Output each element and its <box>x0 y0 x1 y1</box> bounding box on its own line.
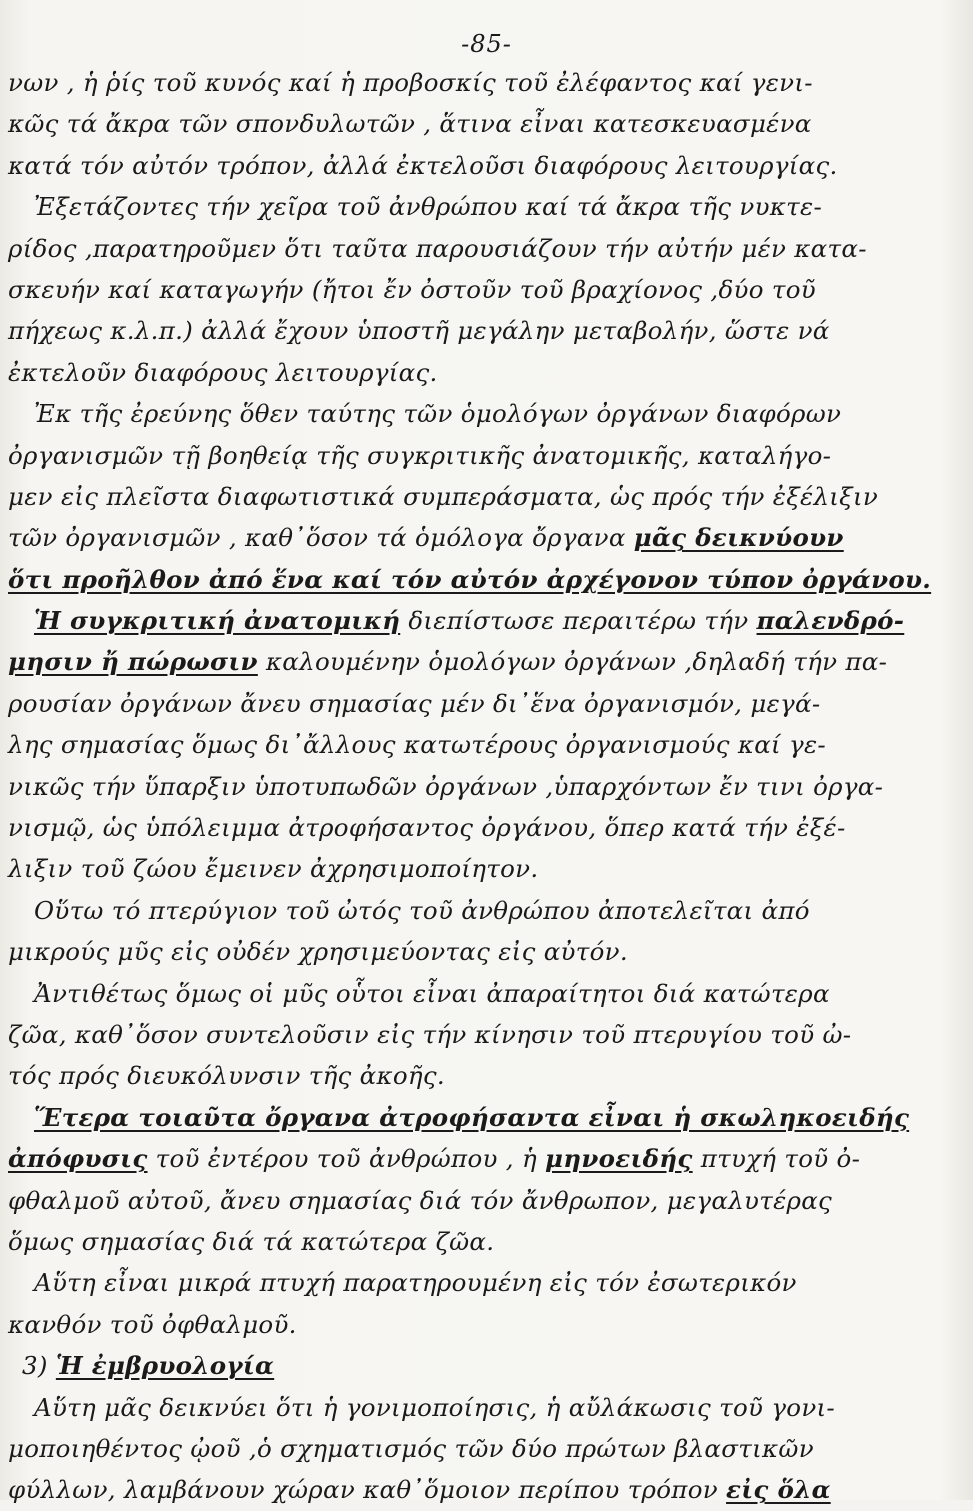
underlined-phrase: Ἡ συγκριτική ἀνατομική <box>34 606 401 636</box>
text-line <box>8 269 868 310</box>
text-line <box>8 103 868 144</box>
underlined-phrase: εἰς ὅλα <box>726 1475 831 1505</box>
text-line <box>8 476 879 517</box>
text-line <box>8 352 868 393</box>
text-run: νισμῷ, ὡς ὑπόλειμμα ἀτροφήσαντος ὀργάνου, ὅπερ κατά τήν ἐξέ- <box>8 813 846 843</box>
text-line <box>8 683 868 724</box>
page-number: -85- <box>461 30 512 58</box>
text-run: Αὕτη μᾶς δεικνύει ὅτι ἡ γονιμοποίησις, ἡ αὔλάκωσις τοῦ γονι- <box>34 1392 835 1422</box>
text-line <box>8 435 868 476</box>
text-run: φύλλων, λαμβάνουν χώραν καθ᾽ὅμοιον περίπου τρόπον <box>8 1475 727 1505</box>
text-line <box>8 1469 868 1510</box>
text-run: μικρούς μῦς εἰς οὐδέν χρησιμεύοντας εἰς αὐτόν. <box>8 937 628 967</box>
underlined-phrase: Ἡ ἐμβρυολογία <box>55 1351 275 1381</box>
text-line <box>8 766 884 807</box>
text-run: κῶς τά ἄκρα τῶν σπονδυλωτῶν , ἅτινα εἶναι κατεσκευασμένα <box>8 109 812 139</box>
text-line <box>8 1138 868 1179</box>
text-line <box>8 1428 868 1469</box>
text-line <box>8 1014 868 1055</box>
text-run: λιξιν τοῦ ζώου ἔμεινεν ἀχρησιμοποίητον. <box>8 854 539 884</box>
text-line <box>8 1304 868 1345</box>
text-run: ὀργανισμῶν τῇ βοηθείᾳ τῆς συγκριτικῆς ἀνατομικῆς, καταλήγο- <box>8 440 832 470</box>
text-run: καλουμένην ὁμολόγων ὀργάνων ,δηλαδή τήν πα- <box>257 647 888 677</box>
text-run: ρουσίαν ὀργάνων ἄνευ σημασίας μέν δι᾽ἕνα ὀργανισμόν, μεγά- <box>8 688 821 718</box>
text-run: ὅμως σημασίας διά τά κατώτερα ζῶα. <box>8 1226 495 1256</box>
text-line <box>8 973 868 1014</box>
text-run: νικῶς τήν ὕπαρξιν ὑποτυπωδῶν ὀργάνων ,ὑπαρχόντων ἔν τινι ὀργα- <box>8 771 884 801</box>
text-run: κατά τόν αὐτόν τρόπον, ἀλλά ἐκτελοῦσι διαφόρους λειτουργίας. <box>8 150 838 180</box>
text-line <box>8 517 868 558</box>
text-run: 3) <box>22 1351 56 1381</box>
text-run: πήχεως κ.λ.π.) ἀλλά ἔχουν ὑποστῆ μεγάλην μεταβολήν, ὥστε νά <box>8 316 830 346</box>
underlined-phrase: μηνοειδής <box>545 1144 693 1174</box>
underlined-phrase: μησιν ἤ πώρωσιν <box>8 647 258 677</box>
underlined-phrase: παλενδρό- <box>756 606 905 636</box>
text-run: ζῶα, καθ᾽ὅσον συντελοῦσιν εἰς τήν κίνησιν τοῦ πτερυγίου τοῦ ὠ- <box>8 1019 852 1049</box>
text-run: ρίδος ,παρατηροῦμεν ὅτι ταῦτα παρουσιάζουν τήν αὐτήν μέν κατα- <box>8 233 867 263</box>
text-line <box>8 186 868 227</box>
body-text <box>8 62 932 1511</box>
text-line <box>8 1097 910 1138</box>
text-run: τῶν ὀργανισμῶν , καθ᾽ὅσον τά ὁμόλογα ὄργανα <box>8 523 634 553</box>
text-line <box>8 931 868 972</box>
text-run: μεν εἰς πλεῖστα διαφωτιστικά συμπεράσματα, ὡς πρός τήν ἐξέλιξιν <box>8 481 879 511</box>
underlined-phrase: Ἕτερα τοιαῦτα ὄργανα ἀτροφήσαντα εἶναι ἡ σκωληκοειδής <box>34 1102 910 1132</box>
text-line <box>8 600 905 641</box>
text-line <box>8 1055 868 1096</box>
text-run: κανθόν τοῦ ὀφθαλμοῦ. <box>8 1309 297 1339</box>
text-line <box>8 310 868 351</box>
text-line <box>8 848 868 889</box>
text-line <box>8 890 868 931</box>
text-line <box>8 393 868 434</box>
text-line <box>8 1180 868 1221</box>
text-line <box>8 1262 868 1303</box>
text-run: Οὕτω τό πτερύγιον τοῦ ὠτός τοῦ ἀνθρώπου ἀποτελεῖται ἀπό <box>34 895 810 925</box>
text-run: διεπίστωσε περαιτέρω τήν <box>400 606 757 636</box>
text-line <box>8 1221 868 1262</box>
text-run: Ἐξετάζοντες τήν χεῖρα τοῦ ἀνθρώπου καί τά ἄκρα τῆς νυκτε- <box>34 192 823 222</box>
text-line <box>8 1387 868 1428</box>
text-run: λης σημασίας ὅμως δι᾽ἄλλους κατωτέρους ὀργανισμούς καί γε- <box>8 730 827 760</box>
text-line <box>8 807 868 848</box>
underlined-phrase: ὅτι προῆλθον ἀπό ἕνα καί τόν αὐτόν ἀρχέγονον τύπον ὀργάνου. <box>8 564 932 594</box>
text-run: τός πρός διευκόλυνσιν τῆς ἀκοῆς. <box>8 1061 446 1091</box>
text-line <box>8 145 868 186</box>
text-run: Ἀντιθέτως ὅμως οἱ μῦς οὗτοι εἶναι ἀπαραίτητοι διά κατώτερα <box>34 978 830 1008</box>
text-run: φθαλμοῦ αὐτοῦ, ἄνευ σημασίας διά τόν ἄνθρωπον, μεγαλυτέρας <box>8 1185 833 1215</box>
text-line <box>8 228 868 269</box>
text-run: σκευήν καί καταγωγήν (ἤτοι ἔν ὀστοῦν τοῦ βραχίονος ,δύο τοῦ <box>8 274 816 304</box>
text-run: νων , ἡ ῥίς τοῦ κυνός καί ἡ προβοσκίς τοῦ ἐλέφαντος καί γενι- <box>8 68 813 97</box>
text-line <box>8 724 868 765</box>
underlined-phrase: μᾶς δεικνύουν <box>633 523 844 553</box>
text-run: τοῦ ἐντέρου τοῦ ἀνθρώπου , ἡ <box>147 1144 546 1174</box>
text-line <box>8 641 888 682</box>
text-run: ἐκτελοῦν διαφόρους λειτουργίας. <box>8 357 438 387</box>
text-line <box>8 559 932 600</box>
text-run: μοποιηθέντος ᾠοῦ ,ὁ σχηματισμός τῶν δύο πρώτων βλαστικῶν <box>8 1433 814 1463</box>
text-run: Αὕτη εἶναι μικρά πτυχή παρατηρουμένη εἰς τόν ἐσωτερικόν <box>34 1268 797 1298</box>
text-line <box>8 62 868 103</box>
underlined-phrase: ἀπόφυσις <box>8 1144 148 1174</box>
text-run: πτυχή τοῦ ὀ- <box>692 1144 861 1174</box>
text-run: Ἐκ τῆς ἐρεύνης ὅθεν ταύτης τῶν ὁμολόγων ὀργάνων διαφόρων <box>34 399 842 429</box>
text-line <box>8 1345 868 1386</box>
